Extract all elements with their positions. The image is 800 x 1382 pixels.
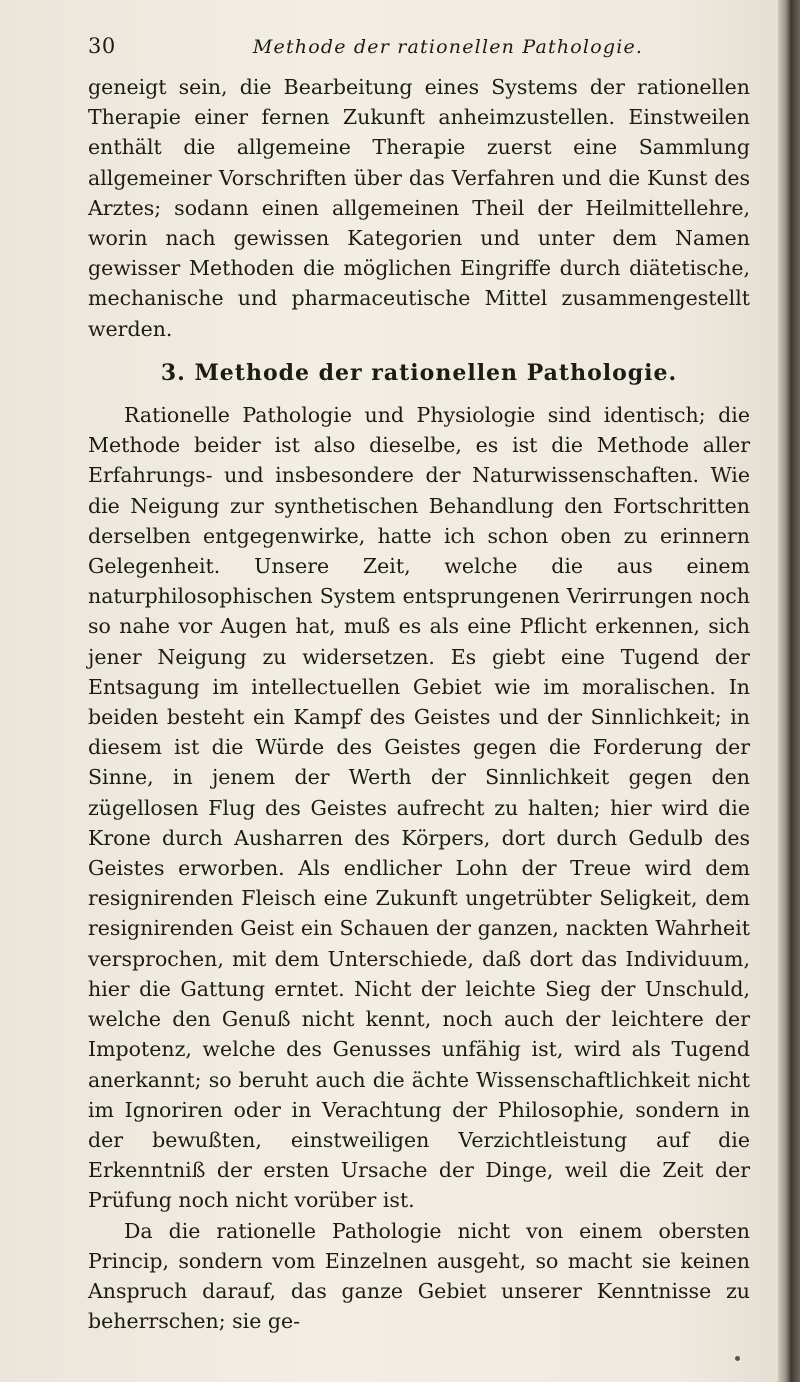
paragraph-continuation: geneigt sein, die Bearbeitung eines Systems der rationellen Therapie einer fernen Zukunft anheimzustellen. Einstweilen enthält die allgemeine Therapie zuerst eine Sammlung allgemeiner Vorschriften über das Verfahren und die Kunst des Arztes; sodann einen allgemeinen Theil der Heilmittellehre, worin nach gewissen Kategorien und unter dem Namen gewisser Methoden die möglichen Eingriffe durch diätetische, mechanische und pharmaceutische Mittel zusammengestellt werden.: [88, 75, 750, 341]
paragraph-principle: Da die rationelle Pathologie nicht von einem obersten Princip, sondern vom Einzelnen ausgeht, so macht sie keinen Anspruch darauf, das ganze Gebiet unserer Kenntnisse zu beherrschen; sie ge-: [88, 1218, 750, 1334]
ink-speck: [735, 1356, 740, 1361]
page-header: [88, 34, 750, 64]
paragraph-method: Rationelle Pathologie und Physiologie sind identisch; die Methode beider ist also dieselbe, es ist die Methode aller Erfahrungs- und insbesondere der Naturwissenschaften. Wie die Neigung zur synthetischen Behandlung den Fortschritten derselben entgegenwirke, hatte ich schon oben zu erinnern Gelegenheit. Unsere Zeit, welche die aus einem naturphilosophischen System entsprungenen Verirrungen noch so nahe vor Augen hat, muß es als eine Pflicht erkennen, sich jener Neigung zu widersetzen. Es giebt eine Tugend der Entsagung im intellectuellen Gebiet wie im moralischen. In beiden besteht ein Kampf des Geistes und der Sinnlichkeit; in diesem ist die Würde des Geistes gegen die Forderung der Sinne, in jenem der Werth der Sinnlichkeit gegen den zügellosen Flug des Geistes aufrecht zu halten; hier wird die Krone durch Ausharren des Körpers, dort durch Gedulb des Geistes erworben. Als endlicher Lohn der Treue wird dem resignirenden Fleisch eine Zukunft ungetrübter Seligkeit, dem resignirenden Geist ein Schauen der ganzen, nackten Wahrheit versprochen, mit dem Unterschiede, daß dort das Individuum, hier die Gattung erntet. Nicht der leichte Sieg der Unschuld, welche den Genuß nicht kennt, noch auch der leichtere der Impotenz, welche des Genusses unfähig ist, wird als Tugend anerkannt; so beruht auch die ächte Wissenschaftlichkeit nicht im Ignoriren oder in Verachtung der Philosophie, sondern in der bewußten, einstweiligen Verzichtleistung auf die Erkenntniß der ersten Ursache der Dinge, weil die Zeit der Prüfung noch nicht vorüber ist.: [88, 403, 750, 1213]
page-body: [88, 72, 750, 1336]
page-number: 30: [88, 34, 116, 58]
running-head: Methode der rationellen Pathologie.: [252, 36, 644, 58]
page-edge-shadow: [778, 0, 800, 1382]
section-heading: 3. Methode der rationellen Pathologie.: [160, 359, 678, 386]
